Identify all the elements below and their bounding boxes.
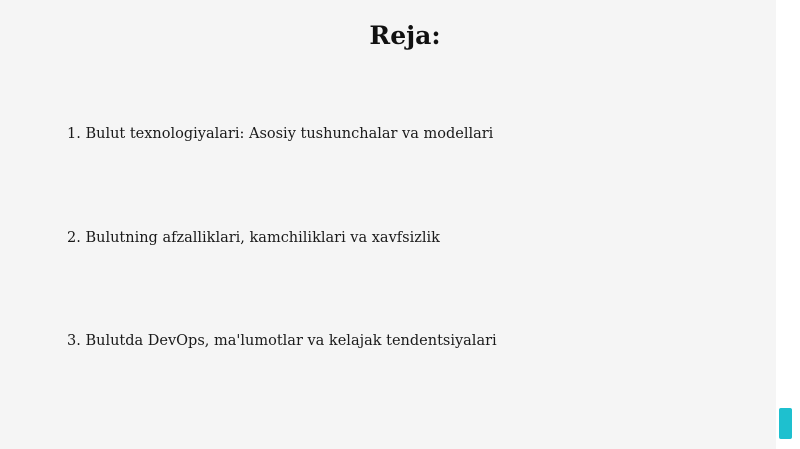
agenda-item-2: 2. Bulutning afzalliklari, kamchiliklari va xavfsizlik: [67, 230, 440, 246]
scrollbar-track[interactable]: [776, 0, 800, 449]
agenda-item-3: 3. Bulutda DevOps, ma'lumotlar va kelajak tendentsiyalari: [67, 333, 497, 349]
agenda-item-1: 1. Bulut texnologiyalari: Asosiy tushunchalar va modellari: [67, 126, 494, 142]
slide-title: Reja:: [369, 21, 441, 50]
scrollbar-thumb[interactable]: [779, 408, 792, 439]
